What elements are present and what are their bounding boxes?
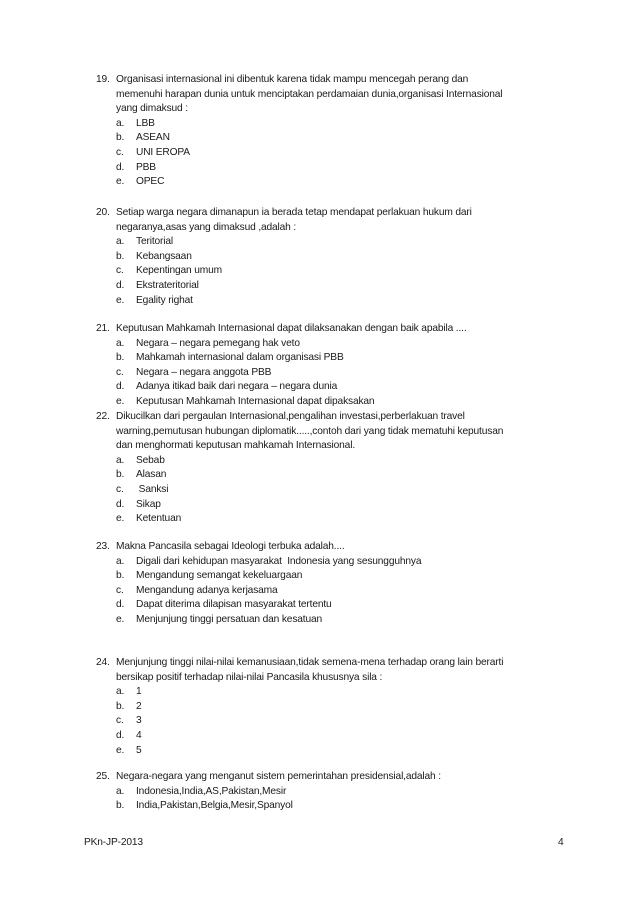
option-letter: a. xyxy=(116,686,125,698)
question-text-line: dan menghormati keputusan mahkamah Internasional. xyxy=(116,440,355,452)
option-item xyxy=(116,714,566,729)
option-text: Mahkamah internasional dalam organisasi PBB xyxy=(136,352,344,364)
question-number: 25. xyxy=(96,771,110,782)
option-letter: e. xyxy=(116,744,125,756)
option-text: 3 xyxy=(136,715,142,727)
question-number: 21. xyxy=(96,323,110,334)
option-letter: a. xyxy=(116,785,125,797)
option-item xyxy=(116,685,566,700)
question-22 xyxy=(96,410,566,527)
option-item xyxy=(116,512,566,527)
question-text-line: Menjunjung tinggi nilai-nilai kemanusiaan,tidak semena-mena terhadap orang lain berarti xyxy=(116,657,504,668)
option-letter: c. xyxy=(116,366,124,378)
question-19 xyxy=(96,73,566,190)
question-number: 23. xyxy=(96,541,110,552)
option-text: PBB xyxy=(136,161,156,173)
option-item xyxy=(116,569,566,584)
option-list xyxy=(116,337,566,410)
option-text: Ketentuan xyxy=(136,513,182,525)
question-text-line: Makna Pancasila sebagai Ideologi terbuka adalah.... xyxy=(116,541,345,552)
question-text-line: Setiap warga negara dimanapun ia berada tetap mendapat perlakuan hukum dari xyxy=(116,207,472,218)
option-letter: d. xyxy=(116,599,125,611)
option-item xyxy=(116,337,566,352)
option-item xyxy=(116,161,566,176)
option-text: 4 xyxy=(136,729,142,741)
option-text: Mengandung semangat kekeluargaan xyxy=(136,570,303,582)
option-item xyxy=(116,483,566,498)
option-text: 5 xyxy=(136,744,142,756)
option-text: Digali dari kehidupan masyarakat Indonesia yang sesungguhnya xyxy=(136,555,422,567)
option-letter: b. xyxy=(116,250,125,262)
question-text-line: Dikucilkan dari pergaulan Internasional,pengalihan investasi,perberlakuan travel xyxy=(116,411,465,422)
question-text-line: Keputusan Mahkamah Internasional dapat dilaksanakan dengan baik apabila .... xyxy=(116,323,467,334)
option-item xyxy=(116,468,566,483)
option-text: Sebab xyxy=(136,454,165,466)
option-list xyxy=(116,454,566,527)
option-item xyxy=(116,395,566,410)
question-21 xyxy=(96,322,566,410)
option-item xyxy=(116,729,566,744)
option-letter: e. xyxy=(116,613,125,625)
question-text-line: bersikap positif terhadap nilai-nilai Pancasila khususnya sila : xyxy=(116,671,383,683)
question-number: 20. xyxy=(96,207,110,218)
option-letter: b. xyxy=(116,800,125,812)
option-text: OPEC xyxy=(136,176,165,188)
option-text: Mengandung adanya kerjasama xyxy=(136,584,278,596)
option-list xyxy=(116,555,566,628)
option-item xyxy=(116,700,566,715)
option-letter: a. xyxy=(116,236,125,248)
option-item xyxy=(116,366,566,381)
option-item xyxy=(116,613,566,628)
option-text: 2 xyxy=(136,700,142,712)
option-item xyxy=(116,744,566,759)
option-letter: a. xyxy=(116,555,125,567)
question-20 xyxy=(96,206,566,308)
option-list xyxy=(116,117,566,190)
option-letter: b. xyxy=(116,469,125,481)
option-item xyxy=(116,250,566,265)
footer-page-number: 4 xyxy=(558,837,564,848)
option-text: 1 xyxy=(136,686,142,698)
question-number: 19. xyxy=(96,74,110,85)
option-text: Teritorial xyxy=(136,236,173,248)
option-text: Ekstrateritorial xyxy=(136,279,199,291)
option-item xyxy=(116,264,566,279)
option-letter: c. xyxy=(116,483,124,495)
option-item xyxy=(116,117,566,132)
question-text-line: Organisasi internasional ini dibentuk karena tidak mampu mencegah perang dan xyxy=(116,74,469,85)
option-text: UNI EROPA xyxy=(136,146,190,158)
option-text: Dapat diterima dilapisan masyarakat tertentu xyxy=(136,599,332,611)
option-item xyxy=(116,498,566,513)
option-text: Indonesia,India,AS,Pakistan,Mesir xyxy=(136,785,287,797)
option-letter: e. xyxy=(116,294,125,306)
question-text-line: negaranya,asas yang dimaksud ,adalah : xyxy=(116,221,297,233)
question-24 xyxy=(96,656,566,758)
option-item xyxy=(116,351,566,366)
option-text: Sanksi xyxy=(136,483,169,495)
option-text: ASEAN xyxy=(136,132,170,144)
option-text: Kebangsaan xyxy=(136,250,192,262)
option-text: Negara – negara anggota PBB xyxy=(136,366,272,378)
option-letter: c. xyxy=(116,715,124,727)
option-text: Alasan xyxy=(136,469,167,481)
question-text-line: warning,pemutusan hubungan diplomatik.....,contoh dari yang tidak mematuhi keputusan xyxy=(116,425,504,437)
option-text: India,Pakistan,Belgia,Mesir,Spanyol xyxy=(136,800,293,812)
option-letter: d. xyxy=(116,381,125,393)
option-text: Kepentingan umum xyxy=(136,265,222,277)
question-text-line: yang dimaksud : xyxy=(116,103,188,115)
option-list xyxy=(116,685,566,758)
option-letter: e. xyxy=(116,513,125,525)
option-letter: d. xyxy=(116,498,125,510)
option-item xyxy=(116,146,566,161)
option-text: Egality righat xyxy=(136,294,193,306)
option-item xyxy=(116,380,566,395)
option-item xyxy=(116,584,566,599)
option-letter: d. xyxy=(116,161,125,173)
option-item xyxy=(116,785,566,800)
option-item xyxy=(116,279,566,294)
question-text-line: memenuhi harapan dunia untuk menciptakan perdamaian dunia,organisasi Internasional xyxy=(116,88,503,100)
option-item xyxy=(116,555,566,570)
option-item xyxy=(116,235,566,250)
option-item xyxy=(116,131,566,146)
option-text: Negara – negara pemegang hak veto xyxy=(136,337,300,349)
option-letter: c. xyxy=(116,146,124,158)
option-letter: c. xyxy=(116,584,124,596)
option-text: Menjunjung tinggi persatuan dan kesatuan xyxy=(136,613,323,625)
option-item xyxy=(116,175,566,190)
option-letter: c. xyxy=(116,265,124,277)
question-number: 22. xyxy=(96,411,110,422)
option-letter: a. xyxy=(116,454,125,466)
option-text: Sikap xyxy=(136,498,161,510)
option-letter: b. xyxy=(116,352,125,364)
option-item xyxy=(116,294,566,309)
option-text: Keputusan Mahkamah Internasional dapat dipaksakan xyxy=(136,395,375,407)
question-number: 24. xyxy=(96,657,110,668)
option-letter: a. xyxy=(116,337,125,349)
option-letter: a. xyxy=(116,117,125,129)
footer-document-code: PKn-JP-2013 xyxy=(84,837,143,848)
question-25 xyxy=(96,770,566,814)
option-item xyxy=(116,598,566,613)
option-text: LBB xyxy=(136,117,155,129)
question-text-line: Negara-negara yang menganut sistem pemerintahan presidensial,adalah : xyxy=(116,771,441,782)
option-letter: d. xyxy=(116,279,125,291)
question-23 xyxy=(96,540,566,628)
option-letter: b. xyxy=(116,132,125,144)
option-item xyxy=(116,799,566,814)
option-letter: b. xyxy=(116,700,125,712)
option-text: Adanya itikad baik dari negara – negara dunia xyxy=(136,381,338,393)
option-list xyxy=(116,785,566,814)
option-letter: e. xyxy=(116,395,125,407)
option-item xyxy=(116,454,566,469)
option-letter: e. xyxy=(116,176,125,188)
option-letter: d. xyxy=(116,729,125,741)
option-letter: b. xyxy=(116,570,125,582)
option-list xyxy=(116,235,566,308)
